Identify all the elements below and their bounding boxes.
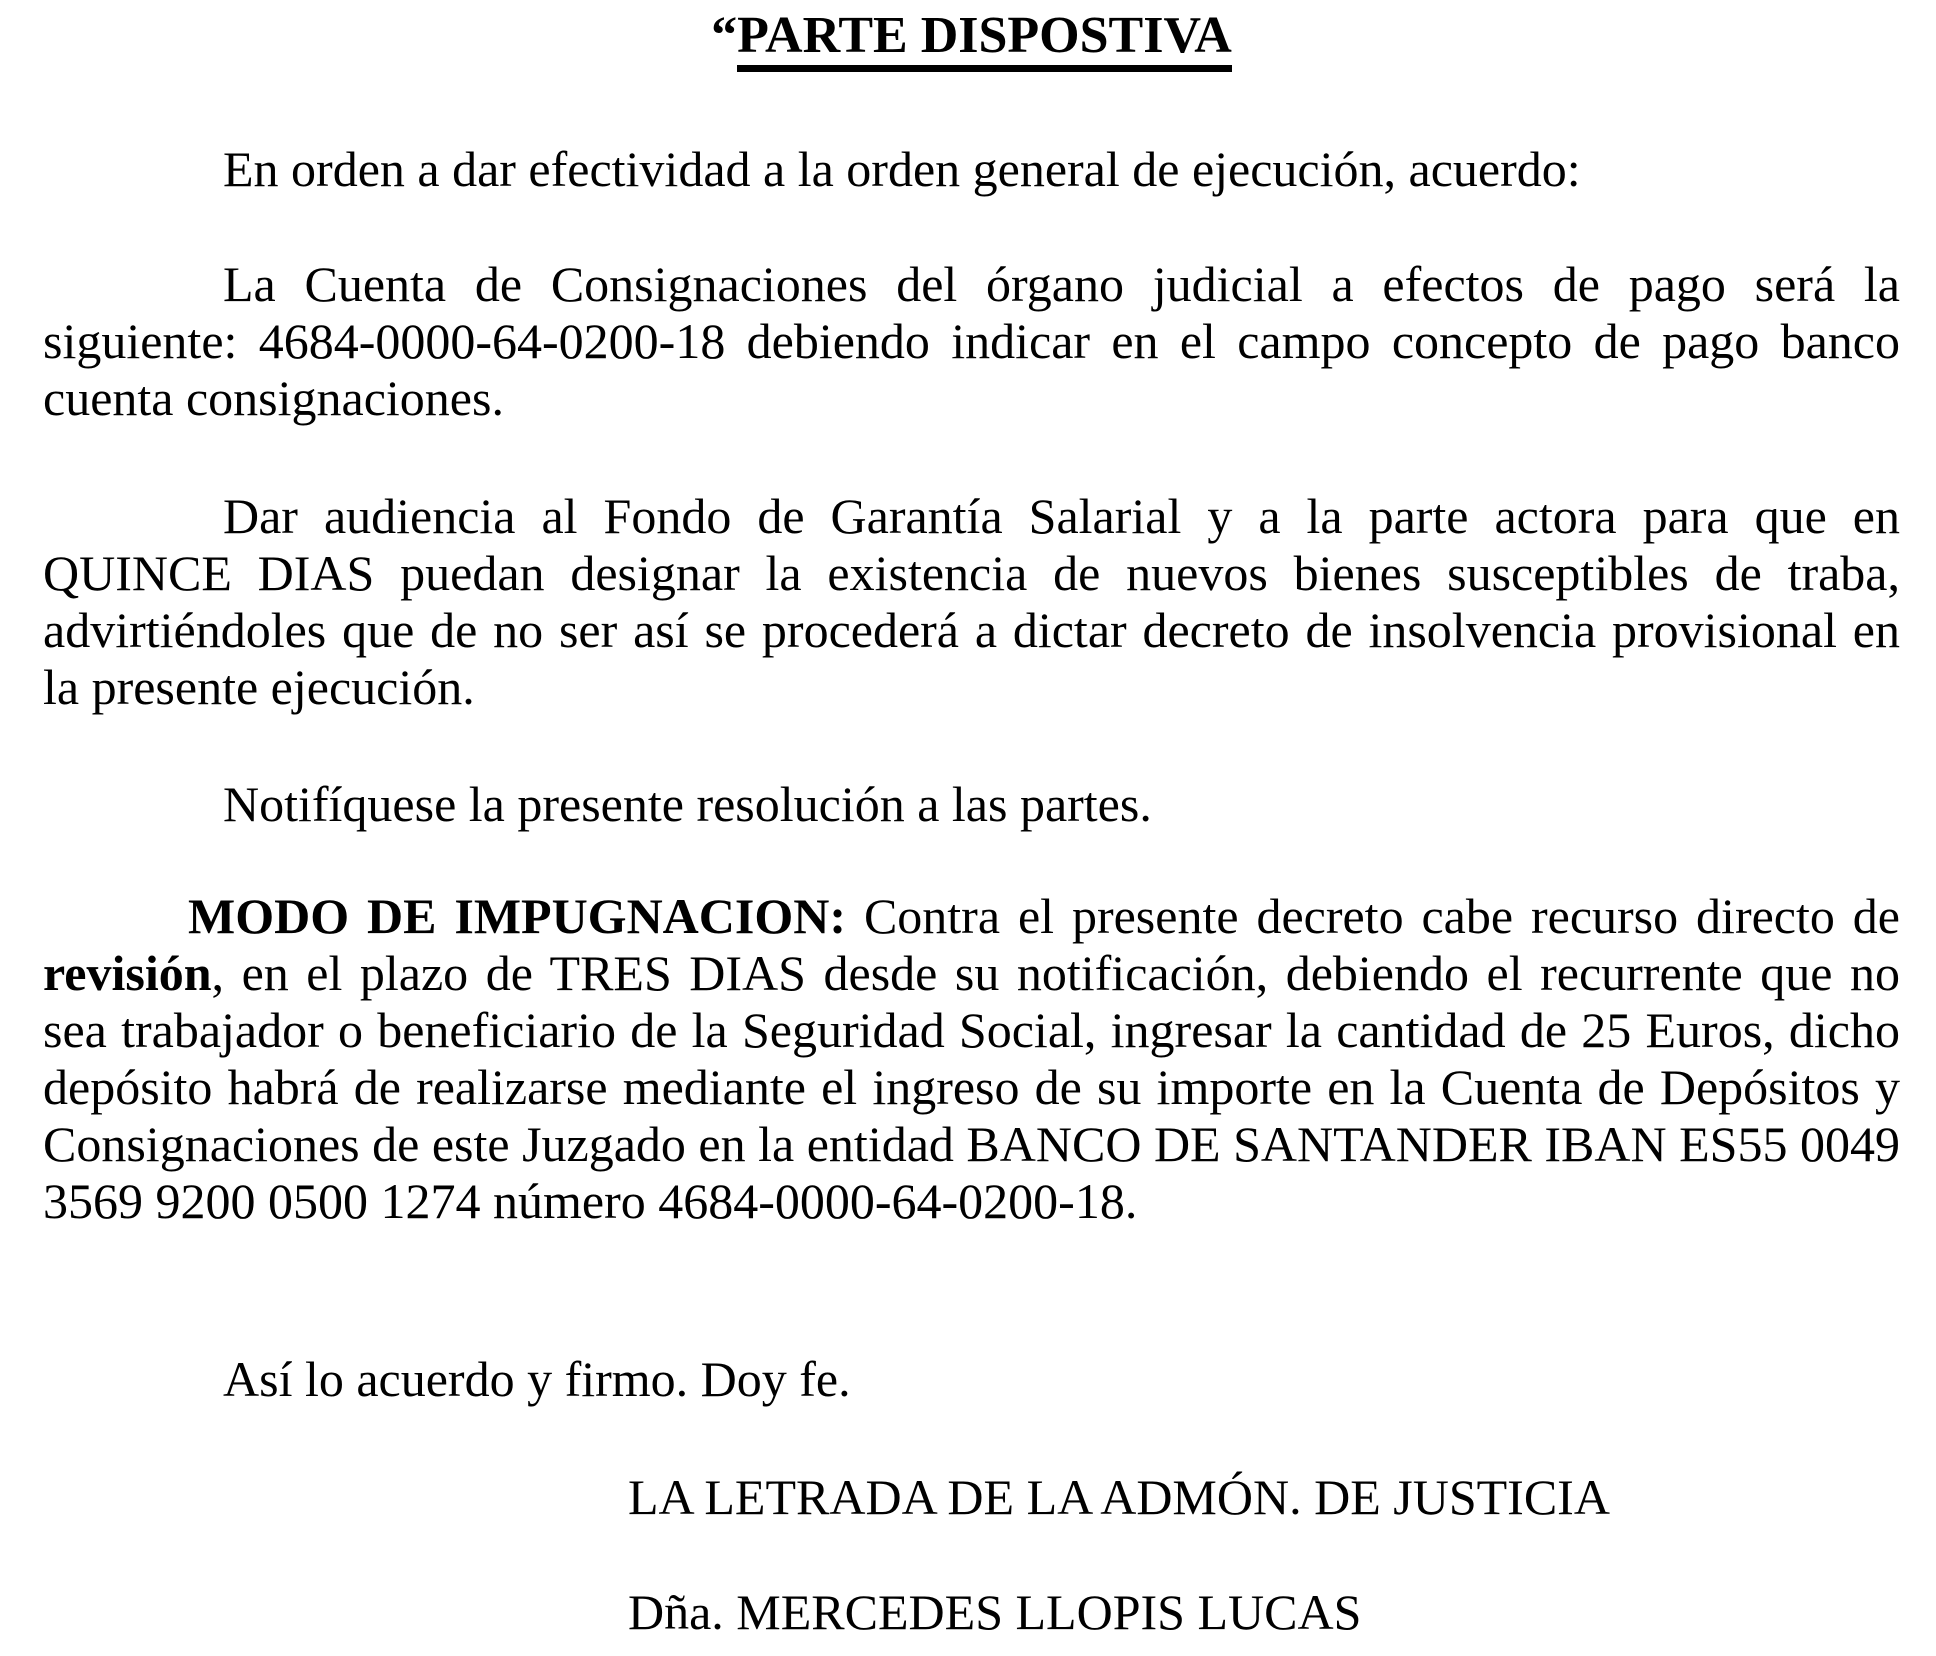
document-title-text: PARTE DISPOSTIVA <box>737 7 1232 72</box>
paragraph-consignation-account <box>43 256 1900 427</box>
opening-quote: “ <box>711 7 738 64</box>
account-text-pre: La Cuenta de Consignaciones del órgano judicial a efectos de pago será la siguiente: <box>43 256 1900 369</box>
signature-name-line: Dña. MERCEDES LLOPIS LUCAS <box>628 1584 1362 1640</box>
modo-text-end: . <box>1124 1173 1138 1229</box>
document-title <box>43 7 1900 72</box>
deposit-account-number: 4684-0000-64-0200-18 <box>658 1173 1125 1229</box>
modo-text-2: , en el plazo de TRES DIAS desde su notificación, debiendo el recurrente que no sea trabajador o beneficiario de la Seguridad Social, ingresar la cantidad de 25 Euros, dicho depósito habrá de realizarse mediante el ingreso de su importe en la Cuenta de Depósitos y Consignaciones de este Juzgado en la entidad BANCO DE SANTANDER IBAN ES55 0049 3569 9200 0500 1274 número <box>43 945 1900 1229</box>
account-text-post: debiendo indicar en el campo concepto de pago banco cuenta consignaciones. <box>43 313 1900 426</box>
paragraph-order-intro: En orden a dar efectividad a la orden general de ejecución, acuerdo: <box>223 141 1581 197</box>
modo-impugnacion-label: MODO DE IMPUGNACION: <box>188 888 847 944</box>
modo-revision-bold: revisión <box>43 945 212 1001</box>
paragraph-modo-impugnacion <box>43 888 1900 1230</box>
paragraph-notifiquese: Notifíquese la presente resolución a las partes. <box>223 776 1152 832</box>
account-number: 4684-0000-64-0200-18 <box>258 313 726 369</box>
paragraph-acuerdo-firmo: Así lo acuerdo y firmo. Doy fe. <box>223 1351 851 1407</box>
signature-role-line: LA LETRADA DE LA ADMÓN. DE JUSTICIA <box>628 1469 1610 1525</box>
modo-text-1: Contra el presente decreto cabe recurso directo de <box>846 888 1900 944</box>
paragraph-audiencia: Dar audiencia al Fondo de Garantía Salarial y a la parte actora para que en QUINCE DIAS puedan designar la existencia de nuevos bienes susceptibles de traba, advirtiéndoles que de no ser así se procederá a dictar decreto de insolvencia provisional en la presente ejecución. <box>43 488 1900 715</box>
